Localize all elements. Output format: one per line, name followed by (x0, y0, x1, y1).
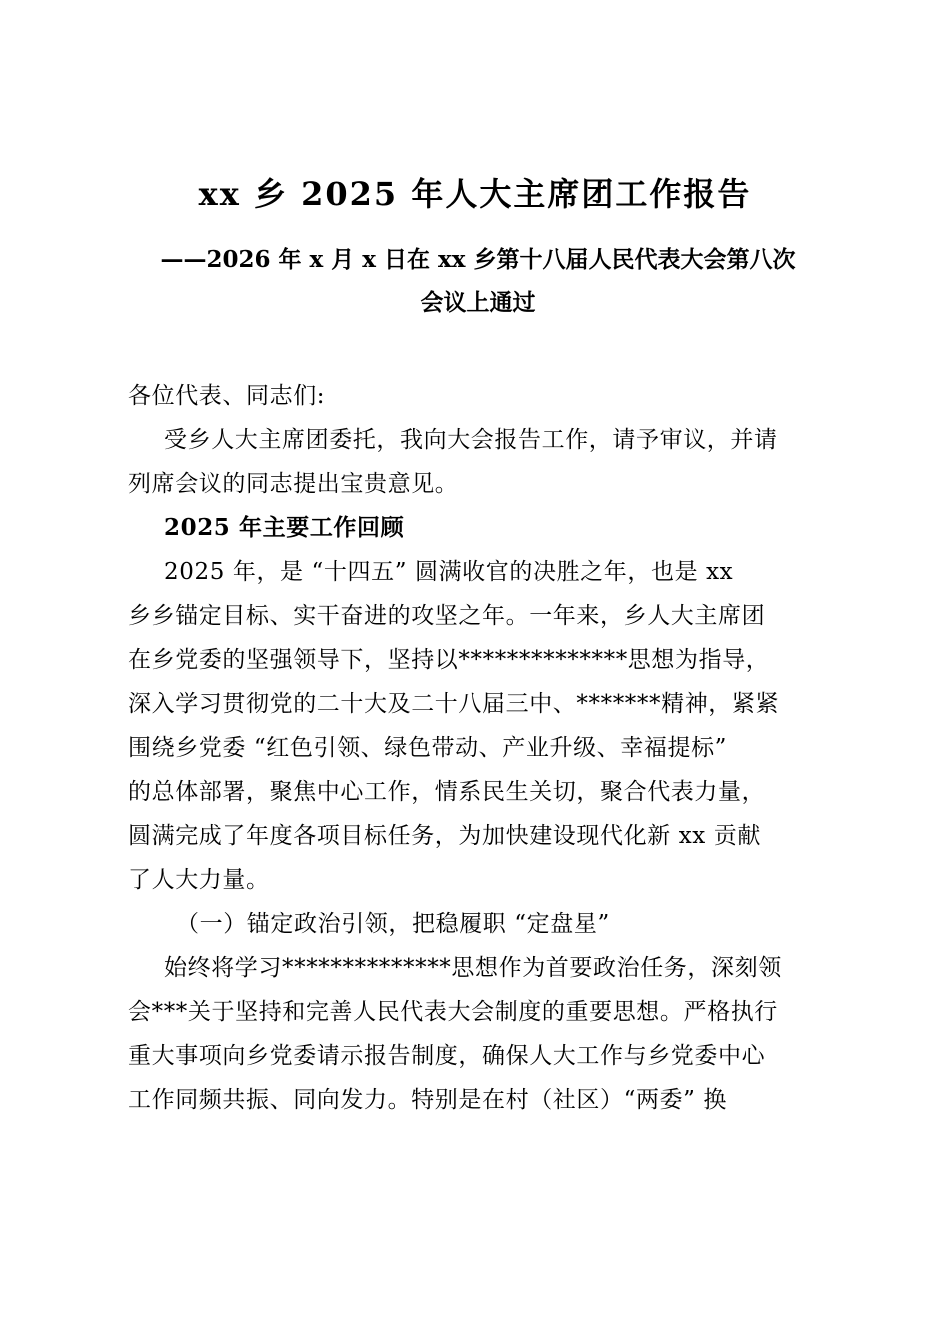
paragraph-line: 了人大力量。 (128, 867, 270, 893)
salutation: 各位代表、同志们: (128, 383, 326, 409)
paragraph-line: 始终将学习**************思想作为首要政治任务，深刻领 (164, 955, 782, 981)
paragraph-line: 重大事项向乡党委请示报告制度，确保人大工作与乡党委中心 (128, 1043, 766, 1069)
section-heading: 2025 年主要工作回顾 (164, 514, 405, 541)
subtitle-line: 会议上通过 (420, 289, 536, 316)
paragraph-line: 深入学习贯彻党的二十大及二十八届三中、*******精神，紧紧 (128, 691, 780, 717)
paragraph-line: 乡乡锚定目标、实干奋进的攻坚之年。一年来，乡人大主席团 (128, 603, 766, 629)
paragraph-line: 在乡党委的坚强领导下，坚持以**************思想为指导， (128, 647, 770, 673)
paragraph-line: 2025 年，是 “十四五” 圆满收官的决胜之年，也是 xx (164, 559, 734, 585)
paragraph-line: 受乡人大主席团委托，我向大会报告工作，请予审议，并请 (164, 427, 778, 453)
paragraph-line: 围绕乡党委 “红色引领、绿色带动、产业升级、幸福提标” (128, 735, 728, 761)
paragraph-line: 圆满完成了年度各项目标任务，为加快建设现代化新 xx 贡献 (128, 823, 761, 849)
document-title: xx 乡 2025 年人大主席团工作报告 (198, 175, 752, 213)
paragraph-line: 的总体部署，聚焦中心工作，情系民生关切，聚合代表力量， (128, 779, 766, 805)
subsection-heading: （一）锚定政治引领，把稳履职 “定盘星” (176, 911, 610, 937)
paragraph-line: 列席会议的同志提出宝贵意见。 (128, 471, 459, 497)
paragraph-line: 工作同频共振、同向发力。特别是在村（社区）“两委” 换 (128, 1087, 728, 1113)
document-subtitle (128, 238, 828, 324)
subtitle-line: ——2026 年 x 月 x 日在 xx 乡第十八届人民代表大会第八次 (160, 246, 796, 273)
paragraph-line: 会***关于坚持和完善人民代表大会制度的重要思想。严格执行 (128, 999, 778, 1025)
